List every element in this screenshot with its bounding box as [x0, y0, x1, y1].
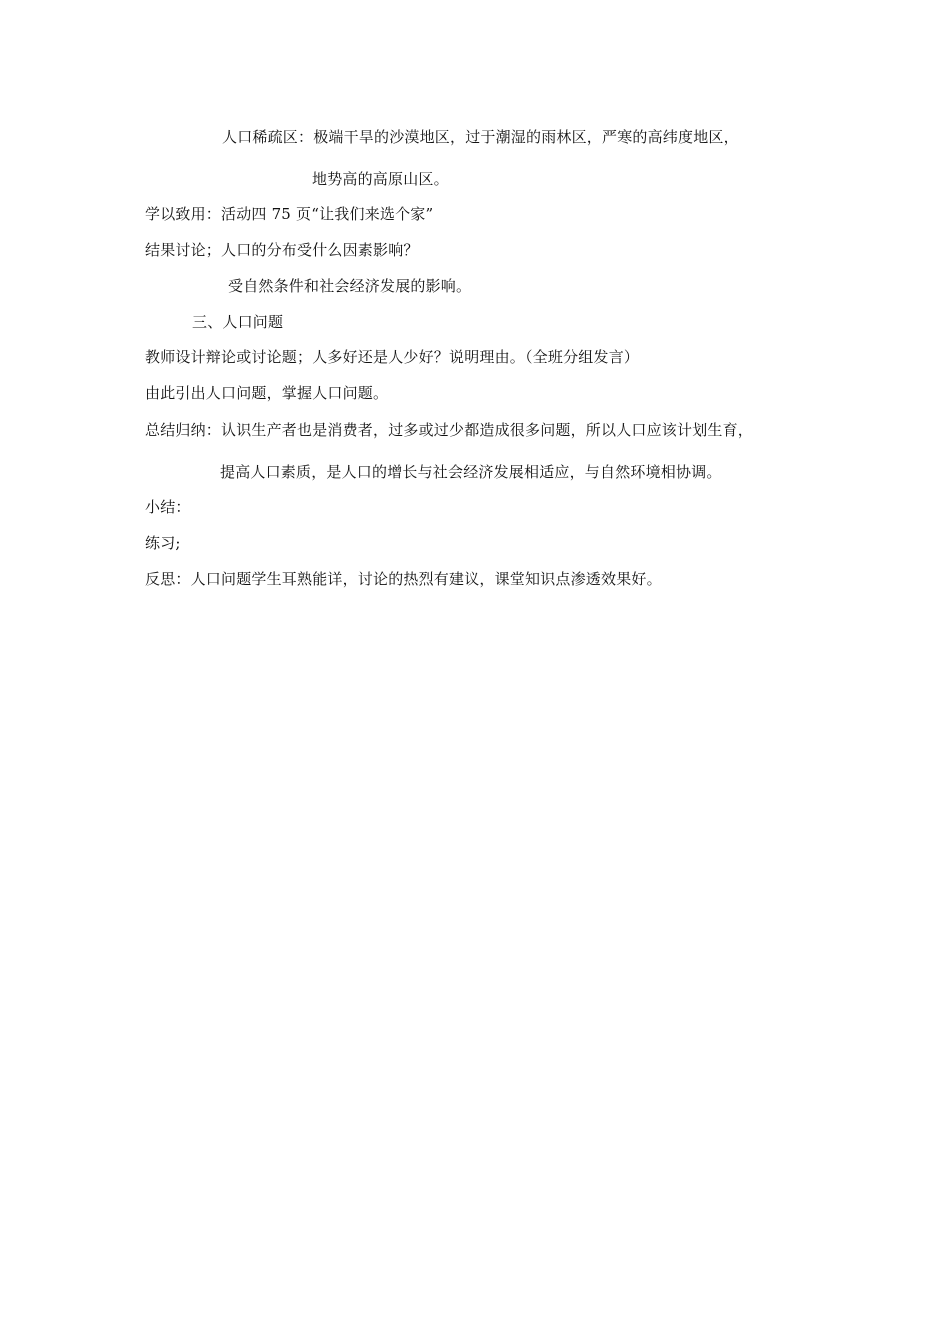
text-line-apply-activity: 学以致用：活动四 75 页“让我们来选个家”: [145, 205, 434, 223]
text-line-summary-continued: 提高人口素质，是人口的增长与社会经济发展相适应，与自然环境相协调。: [220, 463, 722, 481]
text-line-discussion-question: 结果讨论；人口的分布受什么因素影响？: [145, 241, 419, 259]
text-line-plateau-mountains: 地势高的高原山区。: [312, 170, 449, 188]
text-line-introduce-problems: 由此引出人口问题，掌握人口问题。: [145, 384, 389, 402]
text-line-discussion-answer: 受自然条件和社会经济发展的影响。: [228, 277, 472, 295]
section-heading-population-problems: 三、人口问题: [192, 313, 284, 331]
text-line-conclusion-label: 小结：: [145, 498, 191, 516]
text-line-sparse-population: 人口稀疏区：极端干旱的沙漠地区，过于潮湿的雨林区，严寒的高纬度地区，: [222, 128, 739, 146]
text-line-exercise-label: 练习;: [145, 534, 181, 552]
text-line-reflection: 反思：人口问题学生耳熟能详，讨论的热烈有建议，课堂知识点渗透效果好。: [145, 570, 662, 588]
text-line-summary: 总结归纳：认识生产者也是消费者，过多或过少都造成很多问题，所以人口应该计划生育，: [145, 421, 754, 439]
text-line-debate-topic: 教师设计辩论或讨论题；人多好还是人少好？说明理由。（全班分组发言）: [145, 348, 640, 366]
